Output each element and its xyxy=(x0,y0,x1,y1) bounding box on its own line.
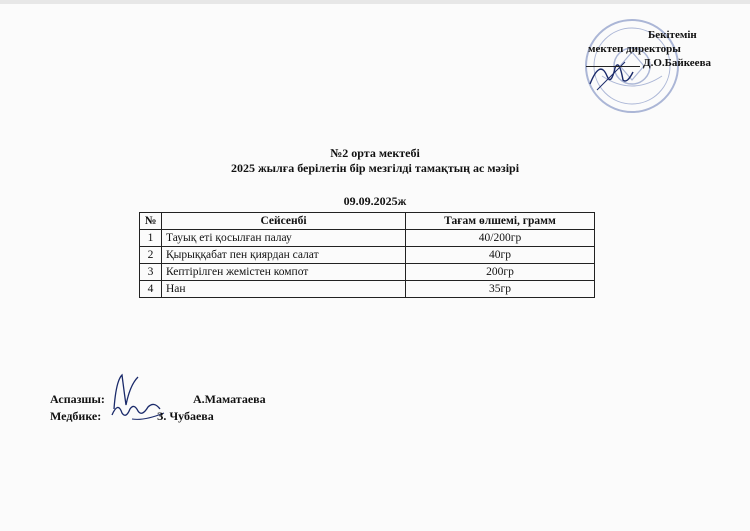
nurse-name: З. Чубаева xyxy=(157,409,214,423)
table-row xyxy=(140,281,595,298)
col-dish-header: Сейсенбі xyxy=(162,213,406,230)
dish-name: Нан xyxy=(162,281,406,298)
approval-name-line xyxy=(586,56,736,71)
dish-name: Қырыққабат пен қиярдан салат xyxy=(162,247,406,264)
cook-role: Аспазшы: xyxy=(50,392,105,406)
col-number-header: № xyxy=(140,213,162,230)
table-row xyxy=(140,264,595,281)
dish-name: Кептірілген жемістен компот xyxy=(162,264,406,281)
cook-name: А.Маматаева xyxy=(193,392,266,406)
col-portion-header: Тағам өлшемі, грамм xyxy=(406,213,595,230)
table-row xyxy=(140,247,595,264)
row-number: 1 xyxy=(140,230,162,247)
table-row xyxy=(140,230,595,247)
nurse-row xyxy=(50,408,300,425)
portion-size: 40/200гр xyxy=(406,230,595,247)
table-header-row xyxy=(140,213,595,230)
dish-name: Тауық еті қосылған палау xyxy=(162,230,406,247)
row-number: 3 xyxy=(140,264,162,281)
row-number: 2 xyxy=(140,247,162,264)
approval-heading: Бекітемін xyxy=(648,29,697,41)
menu-date: 09.09.2025ж xyxy=(343,194,407,208)
portion-size: 40гр xyxy=(406,247,595,264)
row-number: 4 xyxy=(140,281,162,298)
approval-position: мектеп директоры xyxy=(588,43,681,55)
menu-table xyxy=(139,212,595,298)
portion-size: 200гр xyxy=(406,264,595,281)
school-title: №2 орта мектебі xyxy=(330,146,420,160)
scan-edge xyxy=(0,0,750,4)
director-name: Д.О.Байкеева xyxy=(643,57,712,69)
cook-row xyxy=(50,391,300,408)
signature-line xyxy=(586,66,640,67)
portion-size: 35гр xyxy=(406,281,595,298)
document-header xyxy=(150,146,600,176)
nurse-role: Медбике: xyxy=(50,409,102,423)
staff-block xyxy=(50,391,300,425)
menu-subtitle: 2025 жылға берілетін бір мезгілді тамақтың ас мәзірі xyxy=(230,161,520,175)
